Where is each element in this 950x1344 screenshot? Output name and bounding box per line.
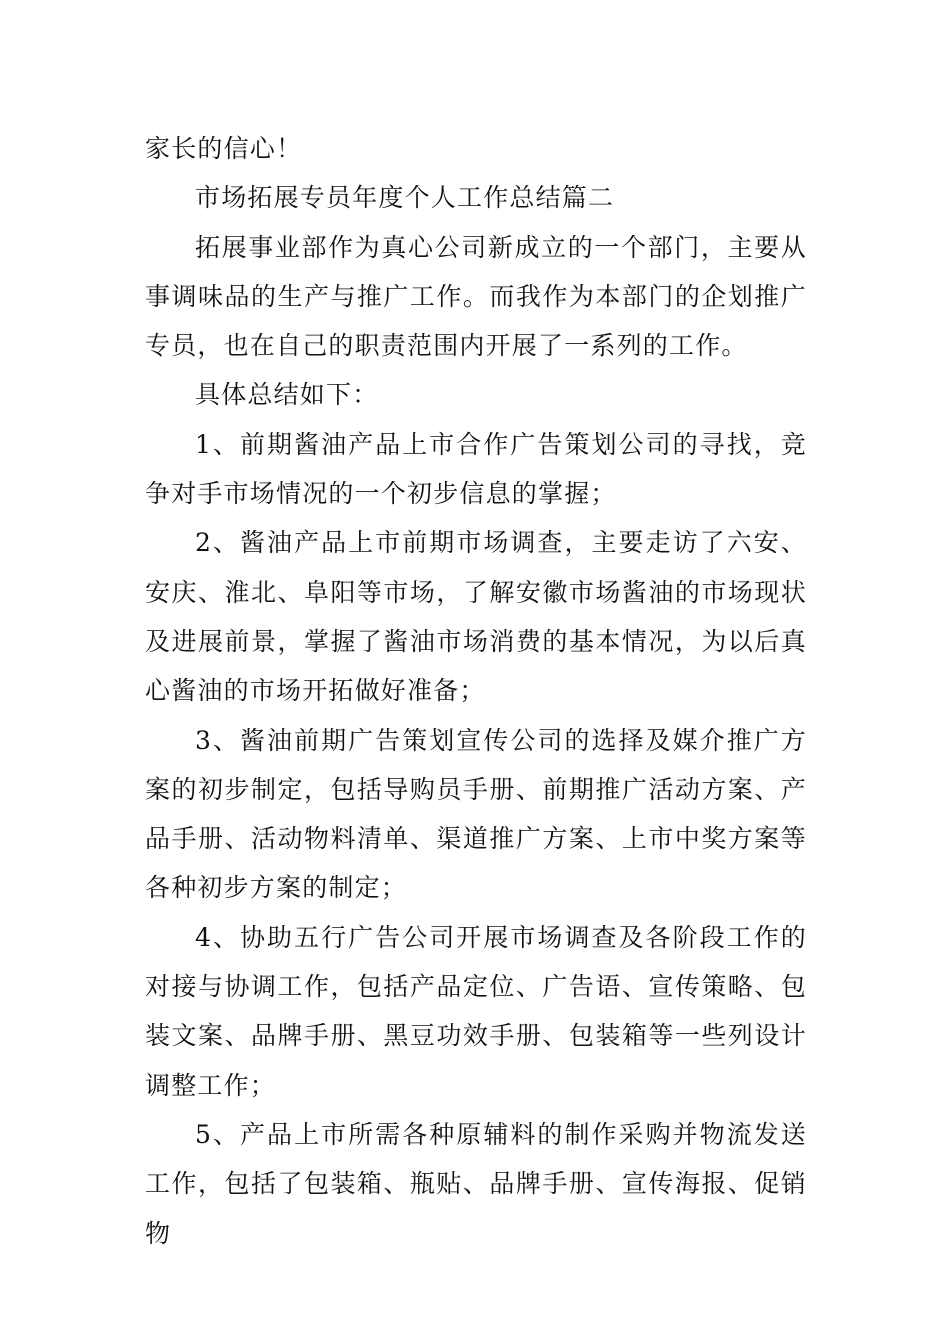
document-body [145,124,807,1258]
paragraph-intro: 拓展事业部作为真心公司新成立的一个部门，主要从事调味品的生产与推广工作。而我作为本部门的企划推广专员，也在自己的职责范围内开展了一系列的工作。 [145,232,807,361]
list-item-4: 4、协助五行广告公司开展市场调查及各阶段工作的对接与协调工作，包括产品定位、广告语、宣传策略、包装文案、品牌手册、黑豆功效手册、包装箱等一些列设计调整工作； [145,922,807,1100]
list-item-1: 1、前期酱油产品上市合作广告策划公司的寻找，竞争对手市场情况的一个初步信息的掌握； [145,429,807,509]
list-item-2: 2、酱油产品上市前期市场调查，主要走访了六安、安庆、淮北、阜阳等市场，了解安徽市场酱油的市场现状及进展前景，掌握了酱油市场消费的基本情况，为以后真心酱油的市场开拓做好准备； [145,528,807,706]
paragraph-closing-line: 家长的信心！ [145,134,303,163]
list-item-3: 3、酱油前期广告策划宣传公司的选择及媒介推广方案的初步制定，包括导购员手册、前期推广活动方案、产品手册、活动物料清单、渠道推广方案、上市中奖方案等各种初步方案的制定； [145,725,807,903]
section-heading: 市场拓展专员年度个人工作总结篇二 [195,183,615,213]
list-item-5: 5、产品上市所需各种原辅料的制作采购并物流发送工作，包括了包装箱、瓶贴、品牌手册、宣传海报、促销物 [145,1119,807,1248]
paragraph-summary-lead: 具体总结如下： [195,380,379,410]
